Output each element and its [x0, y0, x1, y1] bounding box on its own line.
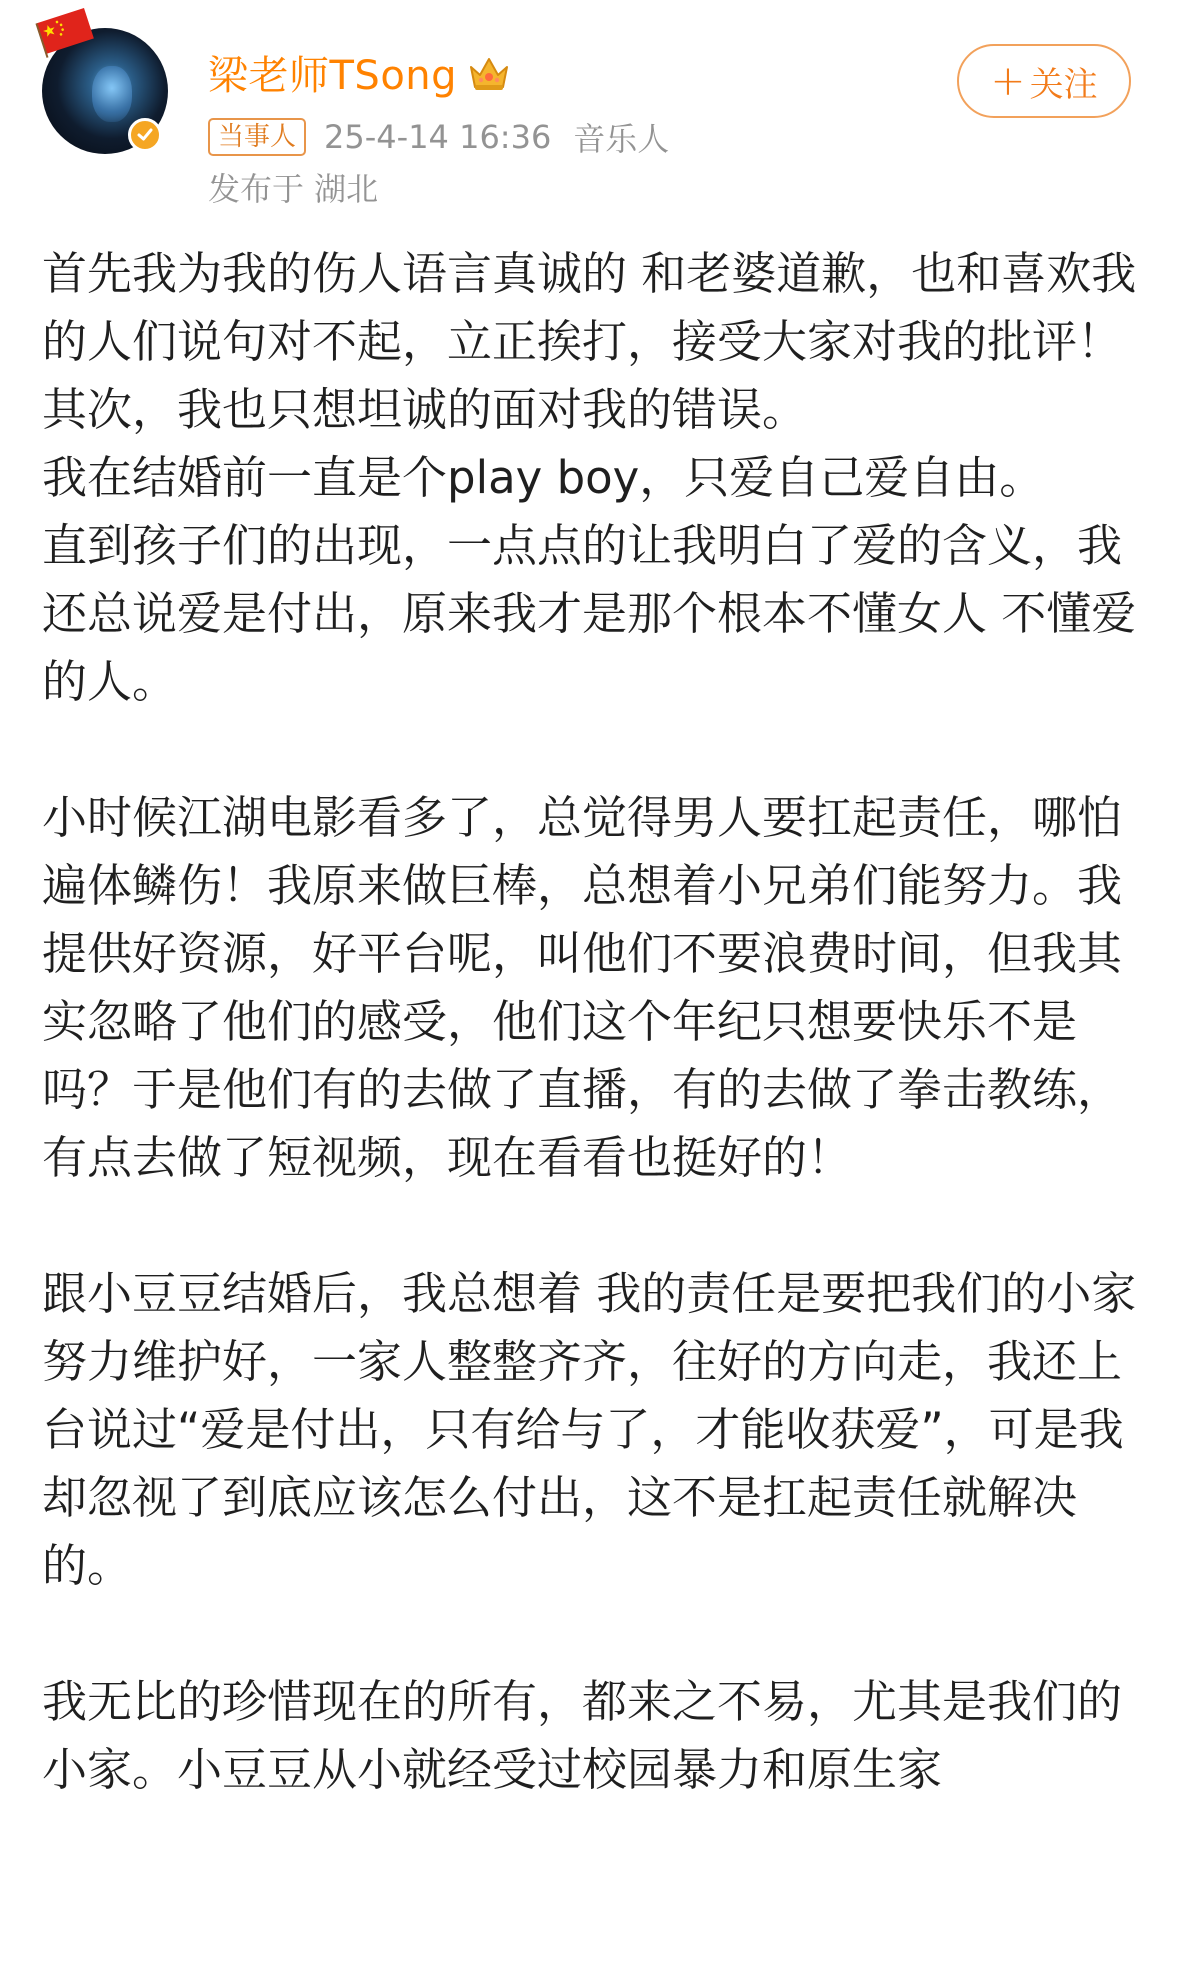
post-paragraph: 我在结婚前一直是个play boy，只爱自己爱自由。: [42, 451, 1045, 504]
post-header: [0, 0, 1179, 230]
verified-badge-icon: [128, 118, 162, 152]
follow-button[interactable]: [957, 44, 1131, 118]
involved-party-badge: 当事人: [208, 118, 306, 156]
paragraph-gap: [42, 716, 1152, 784]
post-datetime: 25-4-14 16:36: [324, 118, 552, 156]
post-paragraph: 其次，我也只想坦诚的面对我的错误。: [42, 383, 808, 436]
post-paragraph: 跟小豆豆结婚后，我总想着 我的责任是要把我们的小家努力维护好，一家人整整齐齐，往好的方向走，我还上台说过“爱是付出，只有给与了，才能收获爱”，可是我却忽视了到底应该怎么付出，这不是扛起责任就解决的。: [42, 1267, 1137, 1592]
post-meta: [208, 114, 669, 160]
post-location: 发布于 湖北: [208, 170, 379, 208]
post-paragraph: 我无比的珍惜现在的所有，都来之不易，尤其是我们的小家。小豆豆从小就经受过校园暴力和原生家: [42, 1675, 1123, 1796]
paragraph-gap: [42, 1600, 1152, 1668]
avatar-face: [92, 66, 132, 122]
follow-label: 关注: [1029, 64, 1098, 105]
author-category: 音乐人: [573, 120, 670, 158]
username[interactable]: 梁老师TSong: [208, 53, 458, 99]
post-paragraph: 首先我为我的伤人语言真诚的 和老婆道歉，也和喜欢我的人们说句对不起，立正挨打，接受大家对我的批评！: [42, 247, 1137, 368]
username-row: [208, 44, 511, 101]
paragraph-gap: [42, 1192, 1152, 1260]
plus-icon: +: [990, 56, 1026, 105]
crown-icon: [467, 53, 511, 93]
post-paragraph: 小时候江湖电影看多了，总觉得男人要扛起责任，哪怕遍体鳞伤！我原来做巨棒，总想着小兄弟们能努力。我提供好资源，好平台呢，叫他们不要浪费时间，但我其实忽略了他们的感受，他们这个年纪只想要快乐不是吗？于是他们有的去做了直播，有的去做了拳击教练，有点去做了短视频，现在看看也挺好的！: [42, 791, 1123, 1184]
post-body: [42, 240, 1152, 1804]
post-paragraph: 直到孩子们的出现，一点点的让我明白了爱的含义，我还总说爱是付出，原来我才是那个根本不懂女人 不懂爱的人。: [42, 519, 1137, 708]
